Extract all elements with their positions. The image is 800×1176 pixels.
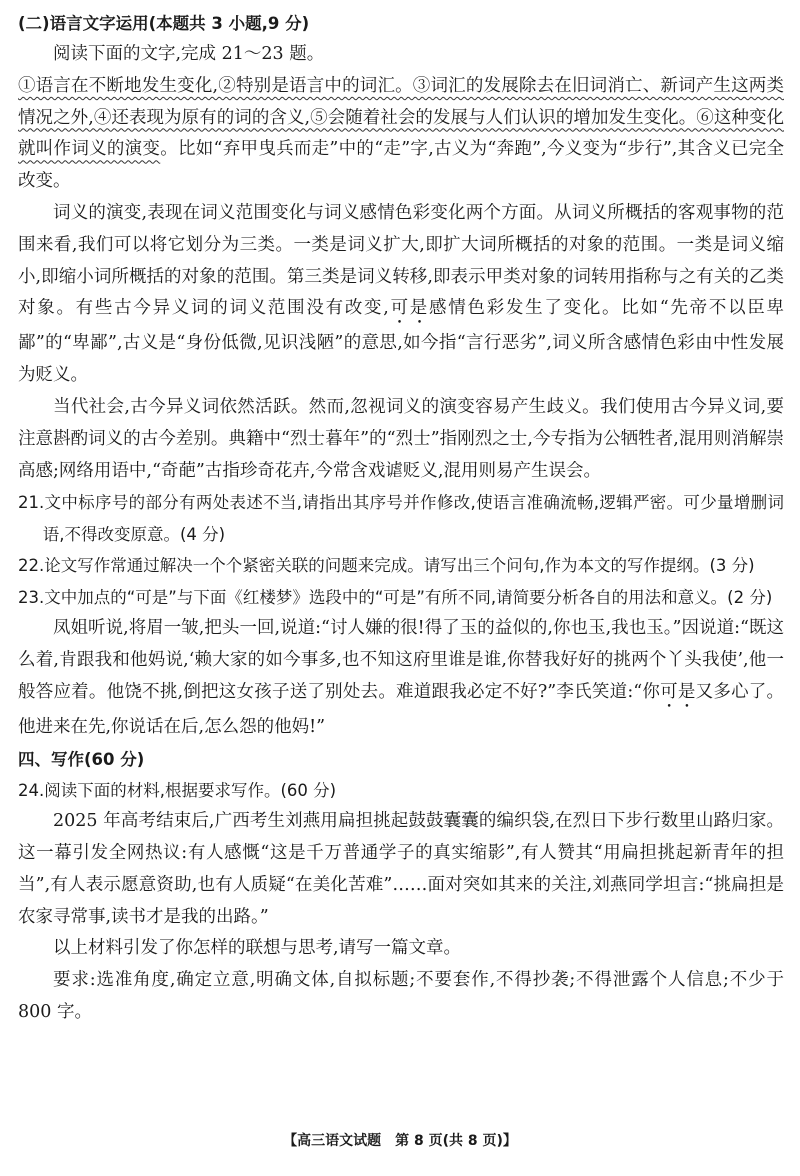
section-heading-language-use: (二)语言文字运用(本题共 3 小题,9 分) — [18, 14, 310, 33]
paragraph-2-before: 词义的演变,表现在词义范围变化与词义感情色彩变化两个方面。从词义所概括的客观事物的范围来看,我们可以将它划分为三类。一类是词义扩大,即扩大词所概括的对象的范围。一类是词义缩小,即缩小词所概括的对象的范围。第三类是词义转移,即表示甲类对象的词转用指称与之有关的乙类对象。有些古今异义词的词义范围没有改变, — [18, 202, 784, 319]
hongloumeng-excerpt — [18, 613, 784, 743]
question-21: 21.文中标序号的部分有两处表述不当,请指出其序号并作修改,使语言准确流畅,逻辑严密。可少量增删词语,不得改变原意。(4 分) — [18, 493, 784, 544]
writing-prompt: 以上材料引发了你怎样的联想与思考,请写一篇文章。 — [53, 938, 462, 959]
passage-paragraph-1 — [18, 71, 784, 198]
question-23: 23.文中加点的“可是”与下面《红楼梦》选段中的“可是”有所不同,请简要分析各自的用法和意义。(2 分) — [18, 587, 773, 607]
numbered-wavy-underlined-text: ①语言在不断地发生变化,②特别是语言中的词汇。③词汇的发展除去在旧词消亡、新词产生这两类情况之外,④还表现为原有的词的含义,⑤会随着社会的发展与人们认识的增加发生变化。⑥这种变化就叫作词义的演变 — [18, 75, 784, 160]
paragraph-2-after: 感情色彩发生了变化。比如“先帝不以臣卑鄙”的“卑鄙”,古义是“身份低微,见识浅陋”的意思,如今指“言行恶劣”,词义所含感情色彩由中性发展为贬义。 — [18, 298, 785, 386]
excerpt-after: 又多心了。他进来在先,你说话在后,怎么怨的他妈!” — [18, 681, 785, 737]
section-heading-writing: 四、写作(60 分) — [18, 749, 145, 769]
writing-material: 2025 年高考结束后,广西考生刘燕用扁担挑起鼓鼓囊囊的编织袋,在烈日下步行数里山路归家。这一幕引发全网热议:有人感慨“这是千万普通学子的真实缩影”,有人赞其“用扁担挑起新青年的担当”,有人表示愿意资助,也有人质疑“在美化苦难”……面对突如其来的关注,刘燕同学坦言:“挑扁担是农家寻常事,读书才是我的出路。” — [18, 811, 784, 927]
page-footer: 【高三语文试题 第 8 页(共 8 页)】 — [283, 1133, 517, 1149]
excerpt-before: 凤姐听说,将眉一皱,把头一回,说道:“讨人嫌的很!得了玉的益似的,你也玉,我也玉。”因说道:“既这么着,肯跟我和他妈说,‘赖大家的如今事多,也不知这府里谁是谁,你替我好好的挑两个丫头我使’,他一般答应着。他饶不挑,倒把这女孩子送了别处去。难道跟我必定不好?”李氏笑道:“你 — [18, 618, 784, 702]
paragraph-1-rest: 。比如“弃甲曳兵而走”中的“走”字,古义为“奔跑”,今义变为“步行”,其含义已完全改变。 — [18, 139, 784, 192]
passage-paragraph-3: 当代社会,古今异义词依然活跃。然而,忽视词义的演变容易产生歧义。我们使用古今异义词,要注意斟酌词义的古今差别。典籍中“烈士暮年”的“烈士”指刚烈之士,今专指为公牺牲者,混用则消解崇高感;网络用语中,“奇葩”古指珍奇花卉,今常含戏谑贬义,混用则易产生误会。 — [18, 396, 784, 481]
reading-instruction: 阅读下面的文字,完成 21～23 题。 — [53, 44, 325, 64]
dotted-word-keshi-excerpt: 可是 — [660, 681, 696, 702]
writing-requirements: 要求:选准角度,确定立意,明确文体,自拟标题;不要套作,不得抄袭;不得泄露个人信息;不少于 800 字。 — [18, 970, 784, 1023]
dotted-word-keshi: 可是 — [388, 298, 430, 319]
passage-paragraph-2 — [18, 198, 784, 392]
question-24: 24.阅读下面的材料,根据要求写作。(60 分) — [18, 780, 337, 800]
question-22: 22.论文写作常通过解决一个个紧密关联的问题来完成。请写出三个问句,作为本文的写作提纲。(3 分) — [18, 556, 755, 576]
